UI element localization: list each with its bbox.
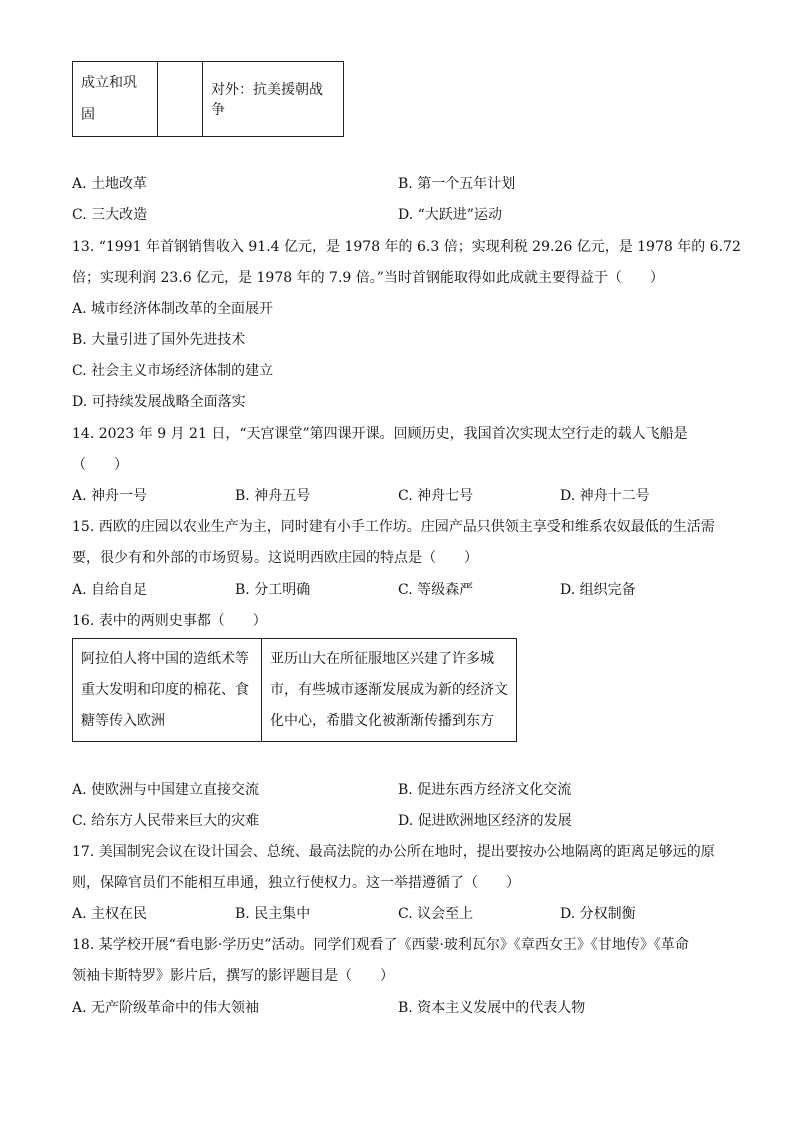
table-cell-empty <box>158 62 203 137</box>
q18-stem-line1: 18. 某学校开展“看电影·学历史”活动。同学们观看了《西蒙·玻利瓦尔》《章西女王》《甘地传》《革命 <box>72 937 689 953</box>
history-events-table <box>72 638 517 742</box>
q17-option-b: B. 民主集中 <box>235 906 311 922</box>
q14-option-a: A. 神舟一号 <box>72 488 148 504</box>
q16-option-b: B. 促进东西方经济文化交流 <box>398 782 572 798</box>
q12-option-c: C. 三大改造 <box>72 207 148 223</box>
q18-stem-line2: 领袖卡斯特罗》影片后，撰写的影评题目是（ ） <box>72 968 394 984</box>
q13-stem-line2: 倍；实现利润 23.6 亿元，是 1978 年的 7.9 倍。”当时首钢能取得如此成就主要得益于（ ） <box>72 270 664 286</box>
q13-option-a: A. 城市经济体制改革的全面展开 <box>72 301 274 317</box>
table-cell: 对外：抗美援朝战争 <box>203 62 344 137</box>
q17-option-c: C. 议会至上 <box>398 906 474 922</box>
q12-option-a: A. 土地改革 <box>72 176 148 192</box>
history-table-top <box>72 61 344 137</box>
q18-option-b: B. 资本主义发展中的代表人物 <box>398 1000 586 1016</box>
q14-option-d: D. 神舟十二号 <box>560 488 650 504</box>
q13-option-c: C. 社会主义市场经济体制的建立 <box>72 363 274 379</box>
q13-stem-line1: 13. “1991 年首钢销售收入 91.4 亿元，是 1978 年的 6.3 倍；实现利税 29.26 亿元，是 1978 年的 6.72 <box>72 239 741 255</box>
q15-option-b: B. 分工明确 <box>235 582 311 598</box>
q15-option-a: A. 自给自足 <box>72 582 148 598</box>
q13-option-b: B. 大量引进了国外先进技术 <box>72 332 246 348</box>
q17-stem-line2: 则，保障官员们不能相互串通，独立行使权力。这一举措遵循了（ ） <box>72 875 520 891</box>
table-cell: 成立和巩固 <box>73 62 158 137</box>
table-cell-alexander: 亚历山大在所征服地区兴建了许多城市，有些城市逐渐发展成为新的经济文化中心，希腊文化被渐渐传播到东方 <box>262 639 517 742</box>
q14-option-c: C. 神舟七号 <box>398 488 474 504</box>
q14-stem-line1: 14. 2023 年 9 月 21 日，“天宫课堂”第四课开课。回顾历史，我国首次实现太空行走的载人飞船是 <box>72 426 688 442</box>
q14-stem-line2: （ ） <box>72 457 128 473</box>
q16-option-a: A. 使欧洲与中国建立直接交流 <box>72 782 260 798</box>
q16-stem: 16. 表中的两则史事都（ ） <box>72 613 267 629</box>
q15-option-d: D. 组织完备 <box>560 582 636 598</box>
q18-option-a: A. 无产阶级革命中的伟大领袖 <box>72 1000 260 1016</box>
q13-option-d: D. 可持续发展战略全面落实 <box>72 394 246 410</box>
table-cell-arab: 阿拉伯人将中国的造纸术等重大发明和印度的棉花、食糖等传入欧洲 <box>73 639 262 742</box>
q14-option-b: B. 神舟五号 <box>235 488 311 504</box>
q15-stem-line1: 15. 西欧的庄园以农业生产为主，同时建有小手工作坊。庄园产品只供领主享受和维系农奴最低的生活需 <box>72 519 715 535</box>
q17-option-d: D. 分权制衡 <box>560 906 636 922</box>
q17-option-a: A. 主权在民 <box>72 906 148 922</box>
q17-stem-line1: 17. 美国制宪会议在设计国会、总统、最高法院的办公所在地时，提出要按办公地隔离的距离足够远的原 <box>72 844 715 860</box>
q15-stem-line2: 要，很少有和外部的市场贸易。这说明西欧庄园的特点是（ ） <box>72 550 478 566</box>
q15-option-c: C. 等级森严 <box>398 582 474 598</box>
table-row <box>73 639 517 742</box>
q16-option-d: D. 促进欧洲地区经济的发展 <box>398 813 572 829</box>
q12-option-d: D. “大跃进”运动 <box>398 207 502 223</box>
q16-option-c: C. 给东方人民带来巨大的灾难 <box>72 813 260 829</box>
q12-option-b: B. 第一个五年计划 <box>398 176 516 192</box>
table-row <box>73 62 344 137</box>
